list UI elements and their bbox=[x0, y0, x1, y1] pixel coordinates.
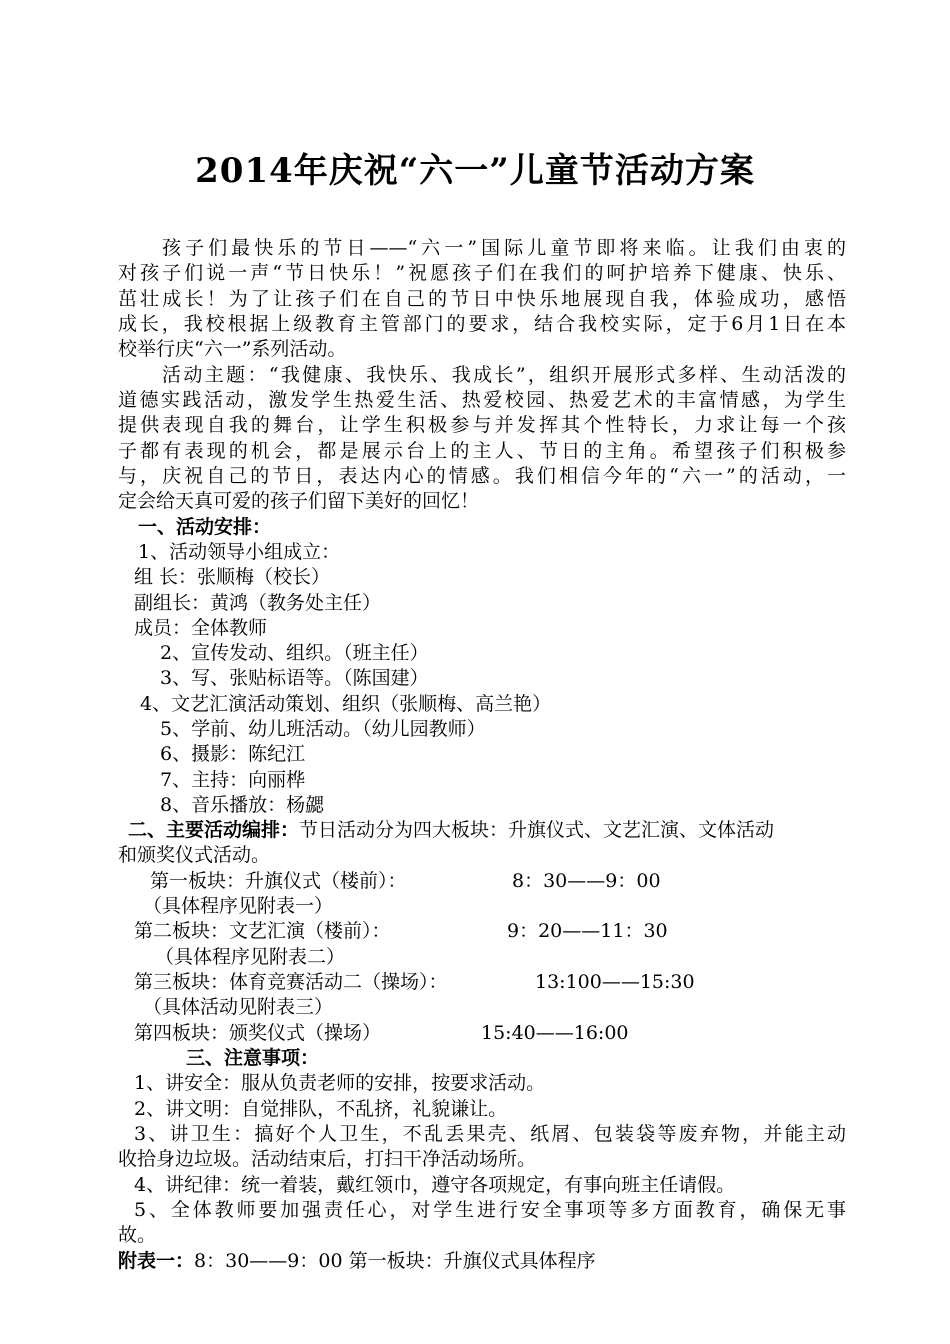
intro-line: 成长，我校根据上级教育主管部门的要求，结合我校实际，定于6月1日在本 bbox=[118, 313, 846, 335]
intro-line: 孩子们最快乐的节日——“六一”国际儿童节即将来临。让我们由衷的 bbox=[162, 237, 846, 259]
document-title: 2014年庆祝“六一”儿童节活动方案 bbox=[195, 151, 755, 191]
notice-line: 4、讲纪律：统一着装，戴红领巾，遵守各项规定，有事向班主任请假。 bbox=[134, 1174, 736, 1196]
block-time: 8：30——9：00 bbox=[512, 870, 661, 892]
arrangement-line: 8、音乐播放：杨勰 bbox=[160, 794, 325, 816]
theme-line: 道德实践活动，激发学生热爱生活、热爱校园、热爱艺术的丰富情感，为学生 bbox=[118, 389, 846, 411]
arrangement-line: 1、活动领导小组成立： bbox=[138, 541, 341, 563]
arrangement-line: 3、写、张贴标语等。（陈国建） bbox=[160, 667, 429, 689]
block-name: 第四板块：颁奖仪式（操场） bbox=[134, 1022, 382, 1044]
notice-line: 收拾身边垃圾。活动结束后，打扫干净活动场所。 bbox=[118, 1148, 537, 1170]
arrangement-line: 组 长：张顺梅（校长） bbox=[134, 566, 331, 588]
theme-line: 与，庆祝自己的节日，表达内心的情感。我们相信今年的“六一”的活动，一 bbox=[118, 465, 846, 487]
arrangement-line: 7、主持：向丽桦 bbox=[160, 769, 306, 791]
block-note: （具体活动见附表三） bbox=[143, 996, 334, 1018]
appendix-label: 附表一： bbox=[118, 1250, 195, 1272]
intro-line: 茁壮成长！为了让孩子们在自己的节日中快乐地展现自我，体验成功，感悟 bbox=[118, 288, 846, 310]
block-time: 9：20——11：30 bbox=[507, 920, 668, 942]
notice-line: 3、讲卫生：搞好个人卫生，不乱丢果壳、纸屑、包装袋等废弃物，并能主动 bbox=[134, 1123, 846, 1145]
arrangement-line: 5、学前、幼儿班活动。（幼儿园教师） bbox=[160, 718, 486, 740]
arrangement-line: 成员：全体教师 bbox=[134, 617, 268, 639]
block-time: 15:40——16:00 bbox=[481, 1022, 629, 1044]
section-heading: 一、活动安排： bbox=[138, 516, 272, 538]
block-note: （具体程序见附表二） bbox=[155, 946, 346, 968]
appendix-text: 8：30——9：00 第一板块：升旗仪式具体程序 bbox=[194, 1250, 596, 1272]
theme-line: 定会给天真可爱的孩子们留下美好的回忆！ bbox=[118, 490, 480, 512]
block-time: 13:100——15:30 bbox=[535, 971, 695, 993]
section-heading: 三、注意事项： bbox=[186, 1047, 320, 1069]
arrangement-line: 2、宣传发动、组织。（班主任） bbox=[160, 642, 429, 664]
intro-line: 校举行庆“六一”系列活动。 bbox=[118, 338, 347, 360]
block-name: 第一板块：升旗仪式（楼前）： bbox=[150, 870, 407, 892]
intro-line: 对孩子们说一声“节日快乐！”祝愿孩子们在我们的呵护培养下健康、快乐、 bbox=[118, 262, 846, 284]
section-heading: 二、主要活动编排： bbox=[128, 819, 300, 841]
section-2-text: 和颁奖仪式活动。 bbox=[118, 844, 271, 866]
notice-line: 2、讲文明：自觉排队，不乱挤，礼貌谦让。 bbox=[134, 1098, 508, 1120]
theme-line: 活动主题：“我健康、我快乐、我成长”，组织开展形式多样、生动活泼的 bbox=[162, 364, 846, 386]
block-name: 第二板块：文艺汇演（楼前）： bbox=[134, 920, 391, 942]
section-2-text: 节日活动分为四大板块：升旗仪式、文艺汇演、文体活动 bbox=[299, 819, 775, 841]
section-2-line bbox=[128, 818, 774, 842]
notice-line: 故。 bbox=[118, 1224, 157, 1246]
theme-line: 子都有表现的机会，都是展示台上的主人、节日的主角。希望孩子们积极参 bbox=[118, 440, 846, 462]
block-name: 第三板块：体育竞赛活动二（操场）： bbox=[134, 971, 448, 993]
appendix-line bbox=[118, 1249, 596, 1273]
notice-line: 1、讲安全：服从负责老师的安排，按要求活动。 bbox=[134, 1072, 546, 1094]
block-note: （具体程序见附表一） bbox=[143, 895, 334, 917]
arrangement-line: 副组长：黄鸿（教务处主任） bbox=[134, 592, 382, 614]
notice-line: 5、全体教师要加强责任心，对学生进行安全事项等多方面教育，确保无事 bbox=[134, 1199, 846, 1221]
arrangement-line: 6、摄影：陈纪江 bbox=[160, 743, 306, 765]
arrangement-line: 4、文艺汇演活动策划、组织（张顺梅、高兰艳） bbox=[140, 693, 552, 715]
theme-line: 提供表现自我的舞台，让学生积极参与并发挥其个性特长，力求让每一个孩 bbox=[118, 414, 846, 436]
